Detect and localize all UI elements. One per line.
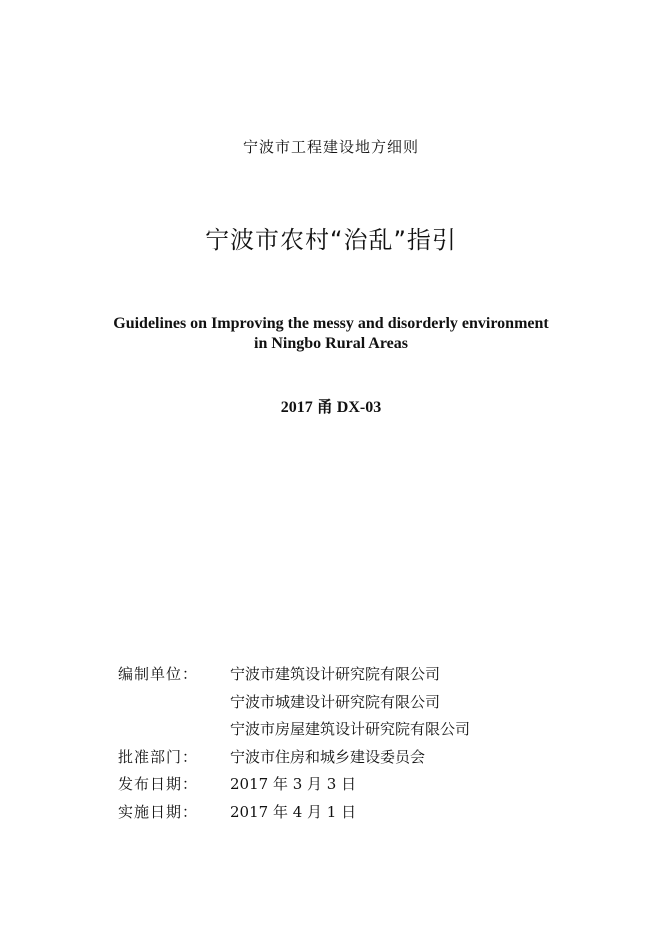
- approver-row: [118, 745, 638, 773]
- approver-label: 批准部门：: [118, 747, 199, 766]
- compiler-row-2: [118, 690, 638, 718]
- publish-date-label: 发布日期：: [118, 775, 199, 794]
- english-title-line-2: in Ningbo Rural Areas: [254, 335, 408, 352]
- document-code: 2017 甬 DX-03: [280, 399, 382, 416]
- compiler-name: 宁波市城建设计研究院有限公司: [230, 692, 441, 711]
- compiler-row-3: [118, 717, 638, 745]
- english-title: [0, 314, 662, 354]
- publication-info: [118, 662, 638, 828]
- compiler-label: 编制单位：: [118, 665, 199, 683]
- approver-name: 宁波市住房和城乡建设委员会: [230, 747, 426, 766]
- compiler-row-1: [118, 662, 638, 690]
- effective-date-label: 实施日期：: [118, 802, 199, 821]
- series-title: 宁波市工程建设地方细则: [242, 138, 419, 156]
- main-title: 宁波市农村“治乱”指引: [205, 226, 457, 254]
- publish-date-row: [118, 772, 638, 800]
- english-title-line-1: Guidelines on Improving the messy and disorderly environment: [113, 315, 549, 332]
- publish-date: 2017 年 3 月 3 日: [230, 775, 357, 794]
- effective-date-row: [118, 800, 638, 828]
- effective-date: 2017 年 4 月 1 日: [230, 802, 357, 821]
- compiler-name: 宁波市房屋建筑设计研究院有限公司: [230, 720, 471, 739]
- compiler-name: 宁波市建筑设计研究院有限公司: [230, 665, 441, 683]
